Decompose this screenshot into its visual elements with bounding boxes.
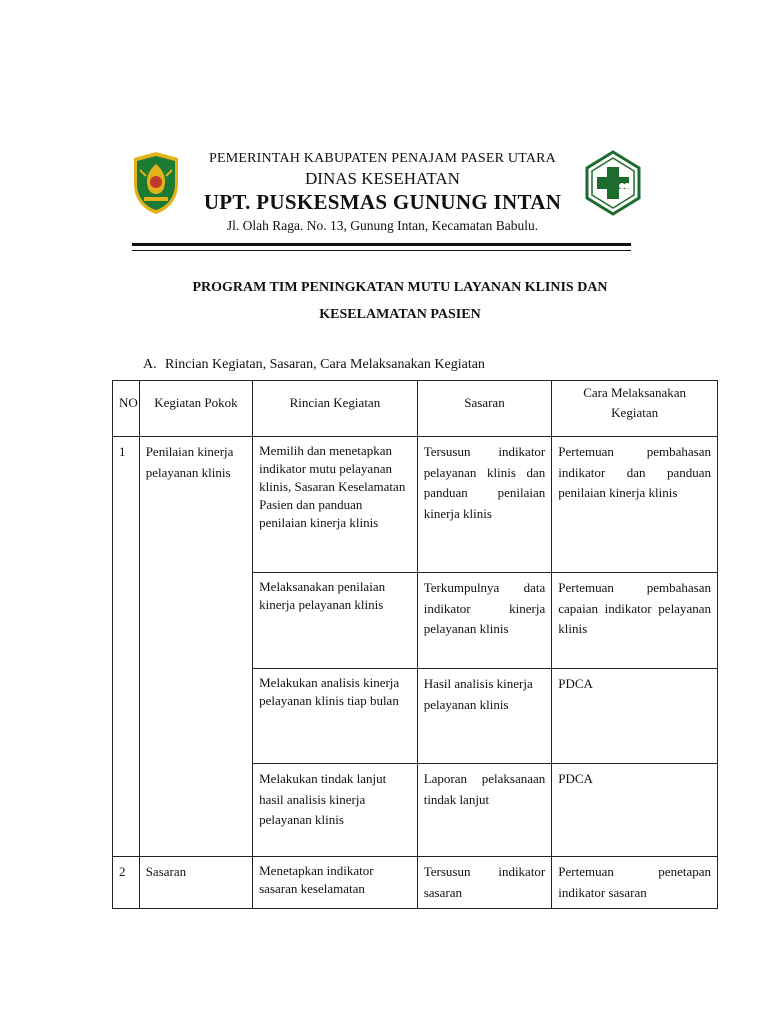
header-cara-melaksanakan: Cara Melaksanakan Kegiatan <box>552 381 718 437</box>
table-header-row <box>113 381 718 437</box>
document-title <box>120 274 680 328</box>
title-line-1: PROGRAM TIM PENINGKATAN MUTU LAYANAN KLINIS DAN <box>192 280 608 295</box>
table-row <box>113 857 718 909</box>
cara-cell: Pertemuan pembahasan indikator dan panduan penilaian kinerja klinis <box>552 437 718 573</box>
sasaran-cell: Tersusun indikator pelayanan klinis dan panduan penilaian kinerja klinis <box>417 437 552 573</box>
rincian-cell: Melakukan tindak lanjut hasil analisis kinerja pelayanan klinis <box>253 764 418 857</box>
header-kegiatan-pokok: Kegiatan Pokok <box>139 381 252 437</box>
table-row <box>113 437 718 573</box>
header-sasaran: Sasaran <box>417 381 552 437</box>
row-number: 1 <box>113 437 140 857</box>
section-heading <box>143 357 485 373</box>
rincian-cell: Memilih dan menetapkan indikator mutu pelayanan klinis, Sasaran Keselamatan Pasien dan panduan penilaian kinerja klinis <box>253 437 418 573</box>
cara-cell: Pertemuan penetapan indikator sasaran <box>552 857 718 909</box>
section-marker: A. <box>143 357 157 372</box>
sasaran-cell: Hasil analisis kinerja pelayanan klinis <box>417 669 552 764</box>
header-rincian-kegiatan: Rincian Kegiatan <box>253 381 418 437</box>
letterhead-agency: DINAS KESEHATAN <box>305 169 460 188</box>
rincian-cell: Melakukan analisis kinerja pelayanan klinis tiap bulan <box>253 669 418 764</box>
letterhead-rule-thick <box>132 243 631 246</box>
cara-cell: Pertemuan pembahasan capaian indikator pelayanan klinis <box>552 573 718 669</box>
kegiatan-pokok-cell: Penilaian kinerja pelayanan klinis <box>139 437 252 857</box>
letterhead-government: PEMERINTAH KABUPATEN PENAJAM PASER UTARA <box>209 151 556 166</box>
row-number: 2 <box>113 857 140 909</box>
puskesmas-cross-icon <box>584 150 642 216</box>
cara-cell: PDCA <box>552 764 718 857</box>
header-no: NO <box>113 381 140 437</box>
letterhead-institution: UPT. PUSKESMAS GUNUNG INTAN <box>203 190 562 214</box>
sasaran-cell: Laporan pelaksanaan tindak lanjut <box>417 764 552 857</box>
rincian-cell: Melaksanakan penilaian kinerja pelayanan klinis <box>253 573 418 669</box>
sasaran-cell: Tersusun indikator sasaran <box>417 857 552 909</box>
sasaran-cell: Terkumpulnya data indikator kinerja pelayanan klinis <box>417 573 552 669</box>
title-line-2: KESELAMATAN PASIEN <box>319 307 481 322</box>
cara-cell: PDCA <box>552 669 718 764</box>
kegiatan-pokok-cell: Sasaran <box>139 857 252 909</box>
letterhead <box>185 150 580 235</box>
regency-coat-of-arms-icon <box>130 150 182 216</box>
activity-table <box>112 380 718 909</box>
letterhead-address: Jl. Olah Raga. No. 13, Gunung Intan, Kecamatan Babulu. <box>226 218 539 233</box>
rincian-cell: Menetapkan indikator sasaran keselamatan <box>253 857 418 909</box>
letterhead-rule-thin <box>132 250 631 251</box>
section-text: Rincian Kegiatan, Sasaran, Cara Melaksanakan Kegiatan <box>165 357 485 372</box>
